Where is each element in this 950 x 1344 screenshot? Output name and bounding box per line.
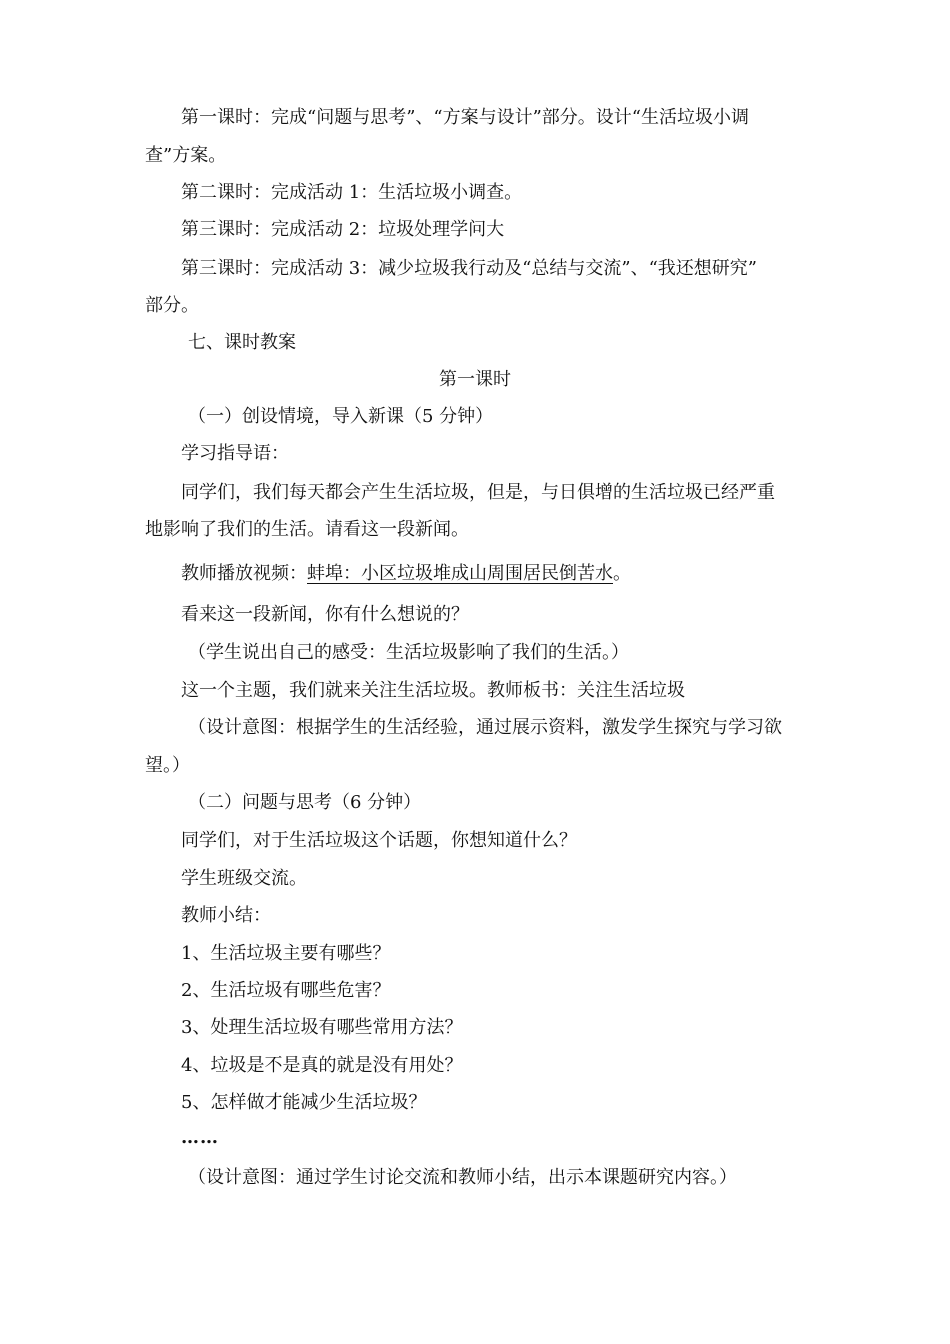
schedule-lesson-4-line-1: 第三课时：完成活动 3：减少垃圾我行动及“总结与交流”、“我还想研究” (181, 258, 757, 279)
board-line: 这一个主题，我们就来关注生活垃圾。教师板书：关注生活垃圾 (181, 680, 685, 701)
part2-question: 同学们，对于生活垃圾这个话题，你想知道什么？ (181, 830, 577, 851)
section-heading: 七、课时教案 (188, 332, 296, 353)
design-intent-line-2: 望。） (145, 755, 190, 776)
student-response: （学生说出自己的感受：生活垃圾影响了我们的生活。） (188, 642, 629, 663)
schedule-lesson-1-line-2: 查”方案。 (145, 145, 227, 166)
list-item: 4、垃圾是不是真的就是没有用处？ (181, 1055, 463, 1076)
list-item: 3、处理生活垃圾有哪些常用方法？ (181, 1017, 463, 1038)
summary-label: 教师小结： (181, 905, 271, 926)
list-item: 5、怎样做才能减少生活垃圾？ (181, 1092, 427, 1113)
video-suffix: 。 (613, 563, 631, 584)
schedule-lesson-3: 第三课时：完成活动 2：垃圾处理学问大 (181, 219, 505, 240)
design-intent-line-1: （设计意图：根据学生的生活经验，通过展示资料，激发学生探究与学习欲 (188, 717, 782, 738)
list-item: 2、生活垃圾有哪些危害？ (181, 980, 391, 1001)
part2-heading: （二）问题与思考（6 分钟） (188, 792, 422, 813)
guide-label: 学习指导语： (181, 443, 289, 464)
design-intent-2: （设计意图：通过学生讨论交流和教师小结，出示本课题研究内容。） (188, 1167, 737, 1188)
ellipsis: …… (181, 1127, 219, 1148)
video-link[interactable]: 蚌埠：小区垃圾堆成山周围居民倒苦水 (307, 563, 613, 584)
part1-heading: （一）创设情境，导入新课（5 分钟） (188, 406, 494, 427)
intro-line-1: 同学们，我们每天都会产生生活垃圾，但是，与日俱增的生活垃圾已经严重 (181, 482, 775, 503)
schedule-lesson-1-line-1: 第一课时：完成“问题与思考”、“方案与设计”部分。设计“生活垃圾小调 (181, 107, 750, 128)
list-item: 1、生活垃圾主要有哪些？ (181, 943, 391, 964)
schedule-lesson-2: 第二课时：完成活动 1：生活垃圾小调查。 (181, 182, 523, 203)
intro-line-2: 地影响了我们的生活。请看这一段新闻。 (145, 519, 469, 540)
video-prefix: 教师播放视频： (181, 563, 307, 584)
lesson-title: 第一课时 (439, 369, 511, 390)
schedule-lesson-4-line-2: 部分。 (145, 295, 199, 316)
class-exchange: 学生班级交流。 (181, 868, 307, 889)
video-line (181, 561, 631, 587)
question-line: 看来这一段新闻，你有什么想说的？ (181, 604, 469, 625)
